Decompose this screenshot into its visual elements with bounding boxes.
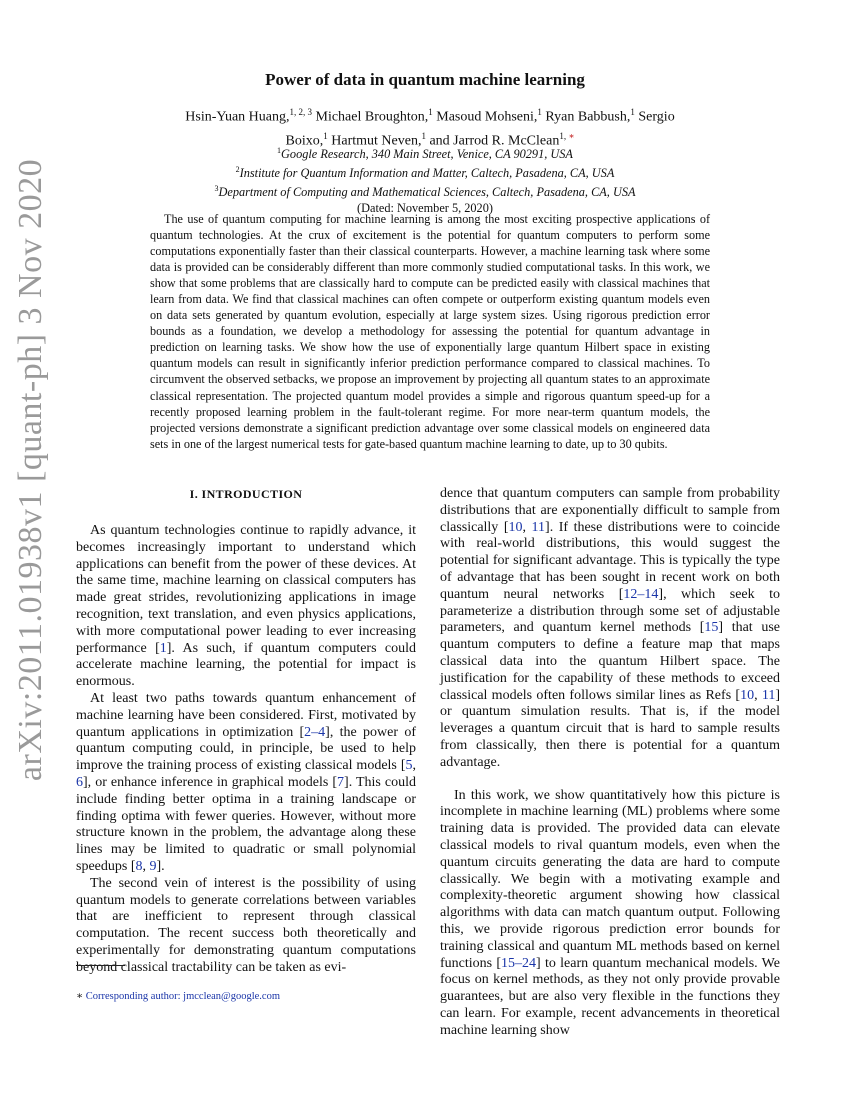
author-affiliation-marker: 1, 2, 3 bbox=[289, 107, 312, 117]
affiliation-3: $^3$Department of Computing and Mathematical Sciences, Caltech, Pasadena, CA, USA bbox=[214, 184, 636, 200]
affiliation-1: $^1$Google Research, 340 Main Street, Venice, CA 90291, USA bbox=[277, 146, 573, 162]
date-line: (Dated: November 5, 2020) bbox=[357, 201, 493, 216]
arxiv-identifier bbox=[8, 158, 54, 782]
intro-paragraph-5: In this work, we show quantitatively how this picture is incomplete in machine learning (ML) problems where some training data is provided. The provided data can elevate classical models to rival quantum models, even when the quantum circuits generating the data are hard to compute classically. We begin with a motivating example and complexity-theoretic argument showing how classical algorithms with data can match quantum output. Following this, we provide rigorous prediction error bounds for training classical and quantum ML methods based on kernel functions [15–24] to learn quantum mechanical models. We focus on kernel methods, as they not only provide provable guarantees, but are also very flexible in the functions they can learn. For example, recent advancements in theoretical machine learning show bbox=[440, 787, 780, 1038]
citation-link[interactable]: 10 bbox=[740, 687, 755, 703]
citation-link[interactable]: 9 bbox=[149, 858, 157, 874]
author-name: Sergio Boixo, bbox=[285, 109, 675, 149]
citation-link[interactable]: 5 bbox=[405, 758, 413, 774]
author-name: Masoud Mohseni, bbox=[436, 109, 538, 125]
citation-link[interactable]: 12–14 bbox=[623, 586, 659, 602]
author-affiliation-marker: 1 bbox=[428, 107, 433, 117]
author-name: Ryan Babbush, bbox=[545, 109, 631, 125]
intro-paragraph-2: At least two paths towards quantum enhancement of machine learning have been considered. First, motivated by quantum applications in optimization [2–4], the power of quantum computing could, in principle, be used to help improve the training process of existing classical models [5, 6], or enhance inference in graphical models [7]. This could include finding better optima in a training landscape or finding optima with fewer queries. However, without more structure known in the problem, the advantage along these lines may be limited to quadratic or small polynomial speedups [8, 9]. bbox=[76, 690, 417, 874]
author-name: Hartmut Neven, bbox=[331, 133, 422, 149]
author-affiliation-marker: 1 bbox=[537, 107, 542, 117]
footnote-link[interactable]: Corresponding author: jmcclean@google.com bbox=[85, 991, 281, 1002]
intro-paragraph-1: As quantum technologies continue to rapidly advance, it becomes increasingly important to understand which applications can benefit from the power of these devices. At the same time, machine learning on classical computers has made great strides, revolutionizing applications in image recognition, text translation, and even physics applications, with more computational power leading to ever increasing performance [1]. As such, if quantum computers could accelerate machine learning, the potential for impact is enormous. bbox=[76, 523, 416, 690]
right-column bbox=[440, 486, 780, 1040]
citation-link[interactable]: 15 bbox=[704, 620, 719, 636]
affiliations bbox=[0, 143, 850, 216]
author-affiliation-marker: 1, ∗ bbox=[559, 130, 575, 141]
citation-link[interactable]: 2–4 bbox=[304, 724, 326, 740]
footnote-marker: ∗ bbox=[76, 991, 84, 1002]
author-name: and Jarrod R. McClean bbox=[429, 133, 560, 149]
citation-link[interactable]: 15–24 bbox=[501, 955, 537, 971]
citation-link[interactable]: 1 bbox=[159, 640, 167, 656]
footnote-divider bbox=[76, 965, 125, 966]
arxiv-identifier-text: arXiv:2011.01938v1 [quant-ph] 3 Nov 2020 bbox=[12, 158, 49, 782]
author-affiliation-marker: 1 bbox=[323, 130, 328, 141]
citation-link[interactable]: 8 bbox=[135, 858, 143, 874]
author-affiliation-marker: 1 bbox=[421, 130, 426, 141]
intro-paragraph-4: dence that quantum computers can sample from probability distributions that are exponentially difficult to sample from classically [10, 11]. If these distributions were to coincide with real-world distributions, this would suggest the potential for significant advantage. This is typically the type of advantage that has been sought in recent work on both quantum neural networks [12–14], which seek to parameterize a distribution through some set of adjustable parameters, and quantum kernel methods [15] that use quantum computers to define a feature map that maps classical data into the quantum Hilbert space. The justification for the capability of these methods to exceed classical models often follows similar lines as Refs [10, 11] or quantum simulation results. That is, if the model leverages a quantum circuit that is hard to sample results from classically, then there is potential for a quantum advantage. bbox=[440, 486, 780, 770]
left-column bbox=[76, 486, 416, 977]
footnote bbox=[76, 990, 280, 1003]
citation-link[interactable]: 11 bbox=[761, 687, 776, 703]
citation-link[interactable]: 10 bbox=[508, 519, 523, 535]
intro-paragraph-3: The second vein of interest is the possibility of using quantum models to generate correlations between variables that are inefficient to represent through classical computation. The recent success both theoretically and experimentally for demonstrating quantum computations beyond classical tractability can be taken as evi- bbox=[76, 875, 416, 975]
citation-link[interactable]: 6 bbox=[76, 774, 83, 790]
abstract: The use of quantum computing for machine learning is among the most exciting prospective applications of quantum technologies. At the crux of excitement is the potential for quantum computers to perform some computations exponentially faster than their classical counterparts. However, a machine learning task where some data is provided can be considerably different than more commonly studied computational tasks. In this work, we show that some problems that are classically hard to compute can be predicted easily with classical machines that learn from data. We find that classical machines can often compete or outperform existing quantum models even on data sets generated by quantum evolution, especially at large system sizes. Using rigorous prediction error bounds as a foundation, we develop a methodology for assessing the potential for quantum advantage in prediction on learning tasks. We show how the use of exponentially large quantum Hilbert space in existing quantum models can result in significantly inferior prediction performance compared to classical machines. To circumvent the observed setbacks, we propose an improvement by projecting all quantum states to an approximate classical representation. The projected quantum model provides a simple and rigorous quantum speed-up for a recently proposed learning problem in the fault-tolerant regime. For more near-term quantum models, the projected versions demonstrate a significant prediction advantage over some classical models on engineered data sets in one of the largest numerical tests for gate-based quantum machine learning to date, up to 30 qubits. bbox=[150, 212, 710, 451]
affiliation-2: $^2$Institute for Quantum Information and Matter, Caltech, Pasadena, CA, USA bbox=[235, 165, 615, 181]
author-affiliation-marker: 1 bbox=[630, 107, 635, 117]
author-name: Michael Broughton, bbox=[315, 109, 429, 125]
citation-link[interactable]: 11 bbox=[531, 519, 546, 535]
citation-link[interactable]: 7 bbox=[337, 774, 345, 790]
paper-title: Power of data in quantum machine learning bbox=[265, 70, 585, 89]
section-heading: I. INTRODUCTION bbox=[189, 487, 303, 501]
author-name: Hsin-Yuan Huang, bbox=[185, 109, 290, 125]
